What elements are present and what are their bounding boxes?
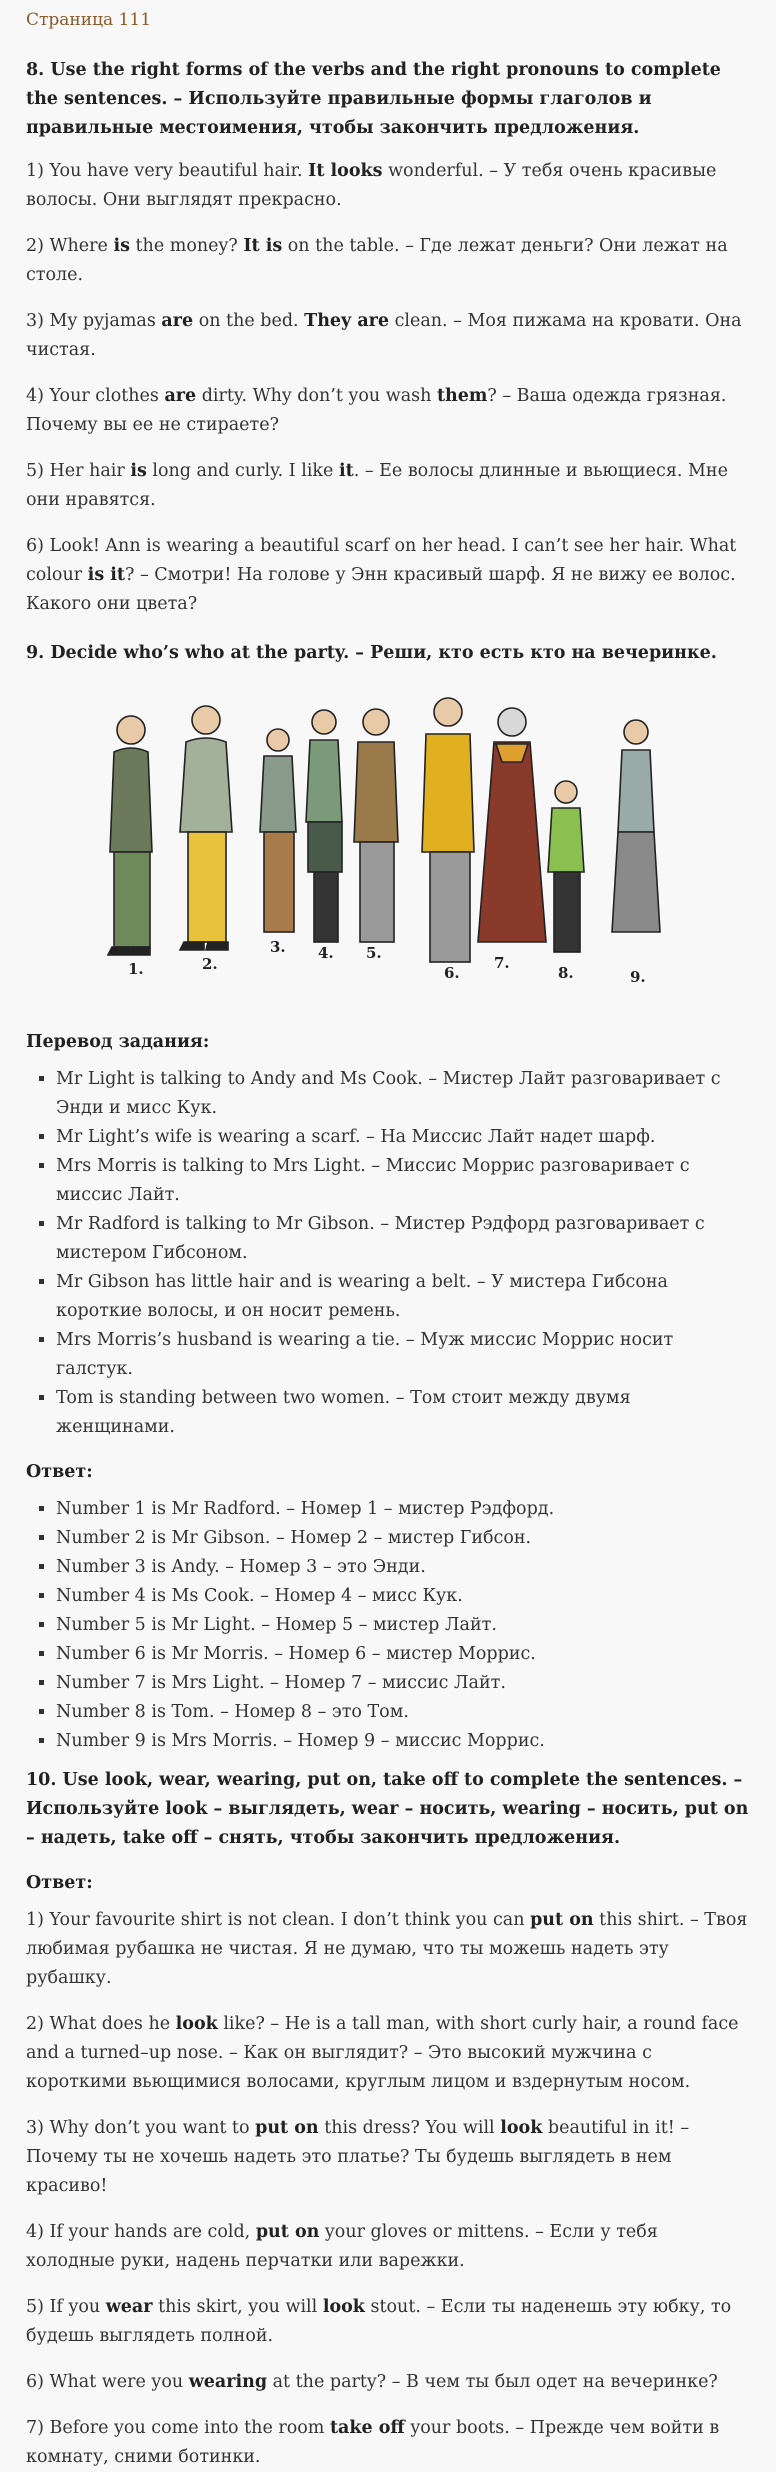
figure-number-4: 4. [318, 944, 334, 962]
task8-item-2: 2) Where is the money? It is on the table. – Где лежат деньги? Они лежат на столе. [26, 236, 728, 285]
task9-translation-list [26, 1065, 750, 1442]
list-item: ▪ Number 6 is Mr Morris. – Номер 6 – мистер Моррис. [56, 1640, 750, 1669]
task8-item-6: 6) Look! Ann is wearing a beautiful scarf on her head. I can’t see her hair. What colour is it? – Смотри! На голове у Энн красивый шарф. Я не вижу ее волос. Какого они цвета? [26, 536, 737, 614]
figure-number-5: 5. [366, 944, 382, 962]
list-item: ▪ Mrs Morris is talking to Mrs Light. – Миссис Моррис разговаривает с миссис Лайт. [56, 1152, 750, 1210]
list-item: ▪ Number 3 is Andy. – Номер 3 – это Энди. [56, 1553, 750, 1582]
task10-item-7: 7) Before you come into the room take off your boots. – Прежде чем войти в комнату, сними ботинки. [26, 2418, 720, 2467]
list-item: ▪ Mrs Morris’s husband is wearing a tie. – Муж миссис Моррис носит галстук. [56, 1326, 750, 1384]
task10-item-4: 4) If your hands are cold, put on your gloves or mittens. – Если у тебя холодные руки, надень перчатки или варежки. [26, 2222, 658, 2271]
figure-number-7: 7. [494, 954, 510, 972]
figure-number-6: 6. [444, 964, 460, 982]
person-1-figure [108, 716, 152, 955]
party-people-drawing [76, 682, 696, 1012]
list-item: ▪ Tom is standing between two women. – Том стоит между двумя женщинами. [56, 1384, 750, 1442]
person-9-figure [612, 720, 660, 932]
list-item: ▪ Number 8 is Tom. – Номер 8 – это Том. [56, 1698, 750, 1727]
list-item: ▪ Number 9 is Mrs Morris. – Номер 9 – миссис Моррис. [56, 1727, 750, 1756]
list-item: ▪ Mr Light’s wife is wearing a scarf. – На Миссис Лайт надет шарф. [56, 1123, 750, 1152]
task10-title: 10. Use look, wear, wearing, put on, take off to complete the sentences. – Используйте look – выглядеть, wear – носить, wearing – носить, put on – надеть, take off – снять, чтобы закончить предложения. [26, 1770, 749, 1848]
task10-item-3: 3) Why don’t you want to put on this dress? You will look beautiful in it! – Почему ты не хочешь надеть это платье? Ты будешь выглядеть в нем красиво! [26, 2118, 690, 2196]
person-6-figure [422, 698, 474, 962]
figure-number-8: 8. [558, 964, 574, 982]
figure-number-9: 9. [630, 968, 646, 986]
list-item: ▪ Mr Gibson has little hair and is wearing a belt. – У мистера Гибсона короткие волосы, и он носит ремень. [56, 1268, 750, 1326]
page-number-label: Страница 111 [26, 10, 152, 30]
task8-title: 8. Use the right forms of the verbs and the right pronouns to complete the sentences. – Используйте правильные формы глаголов и правильные местоимения, чтобы закончить предложения. [26, 60, 721, 138]
list-item: ▪ Mr Light is talking to Andy and Ms Cook. – Мистер Лайт разговаривает с Энди и мисс Кук. [56, 1065, 750, 1123]
task8-item-5: 5) Her hair is long and curly. I like it. – Ее волосы длинные и вьющиеся. Мне они нравятся. [26, 461, 728, 510]
task9-title: 9. Decide who’s who at the party. – Реши, кто есть кто на вечеринке. [26, 643, 717, 663]
task9-answer-label: Ответ: [26, 1462, 93, 1482]
list-item: ▪ Number 7 is Mrs Light. – Номер 7 – миссис Лайт. [56, 1669, 750, 1698]
task8-item-1: 1) You have very beautiful hair. It looks wonderful. – У тебя очень красивые волосы. Они выглядят прекрасно. [26, 161, 717, 210]
task10-item-6: 6) What were you wearing at the party? – В чем ты был одет на вечеринке? [26, 2372, 718, 2392]
person-4-figure [306, 710, 342, 942]
figure-number-2: 2. [202, 955, 218, 973]
party-illustration [76, 682, 696, 1012]
task9-translation-label: Перевод задания: [26, 1032, 210, 1052]
task10-answer-label: Ответ: [26, 1873, 93, 1893]
task10-item-2: 2) What does he look like? – He is a tall man, with short curly hair, a round face and a turned–up nose. – Как он выглядит? – Это высокий мужчина с короткими вьющимися волосами, круглым лицом и вздернутым носом. [26, 2014, 739, 2092]
list-item: ▪ Mr Radford is talking to Mr Gibson. – Мистер Рэдфорд разговаривает с мистером Гибсоном. [56, 1210, 750, 1268]
task9-answer-list [26, 1495, 750, 1756]
task10-item-5: 5) If you wear this skirt, you will look stout. – Если ты наденешь эту юбку, то будешь выглядеть полной. [26, 2297, 732, 2346]
person-8-figure [548, 781, 584, 952]
person-3-figure [260, 729, 296, 932]
figure-number-3: 3. [270, 938, 286, 956]
list-item: ▪ Number 2 is Mr Gibson. – Номер 2 – мистер Гибсон. [56, 1524, 750, 1553]
task8-item-4: 4) Your clothes are dirty. Why don’t you wash them? – Ваша одежда грязная. Почему вы ее не стираете? [26, 386, 727, 435]
task10-item-1: 1) Your favourite shirt is not clean. I don’t think you can put on this shirt. – Твоя любимая рубашка не чистая. Я не думаю, что ты можешь надеть эту рубашку. [26, 1910, 748, 1988]
list-item: ▪ Number 1 is Mr Radford. – Номер 1 – мистер Рэдфорд. [56, 1495, 750, 1524]
person-7-figure [478, 708, 546, 942]
task8-item-3: 3) My pyjamas are on the bed. They are clean. – Моя пижама на кровати. Она чистая. [26, 311, 742, 360]
list-item: ▪ Number 5 is Mr Light. – Номер 5 – мистер Лайт. [56, 1611, 750, 1640]
figure-number-1: 1. [128, 960, 144, 978]
list-item: ▪ Number 4 is Ms Cook. – Номер 4 – мисс Кук. [56, 1582, 750, 1611]
person-5-figure [354, 709, 398, 942]
person-2-figure [180, 706, 232, 950]
